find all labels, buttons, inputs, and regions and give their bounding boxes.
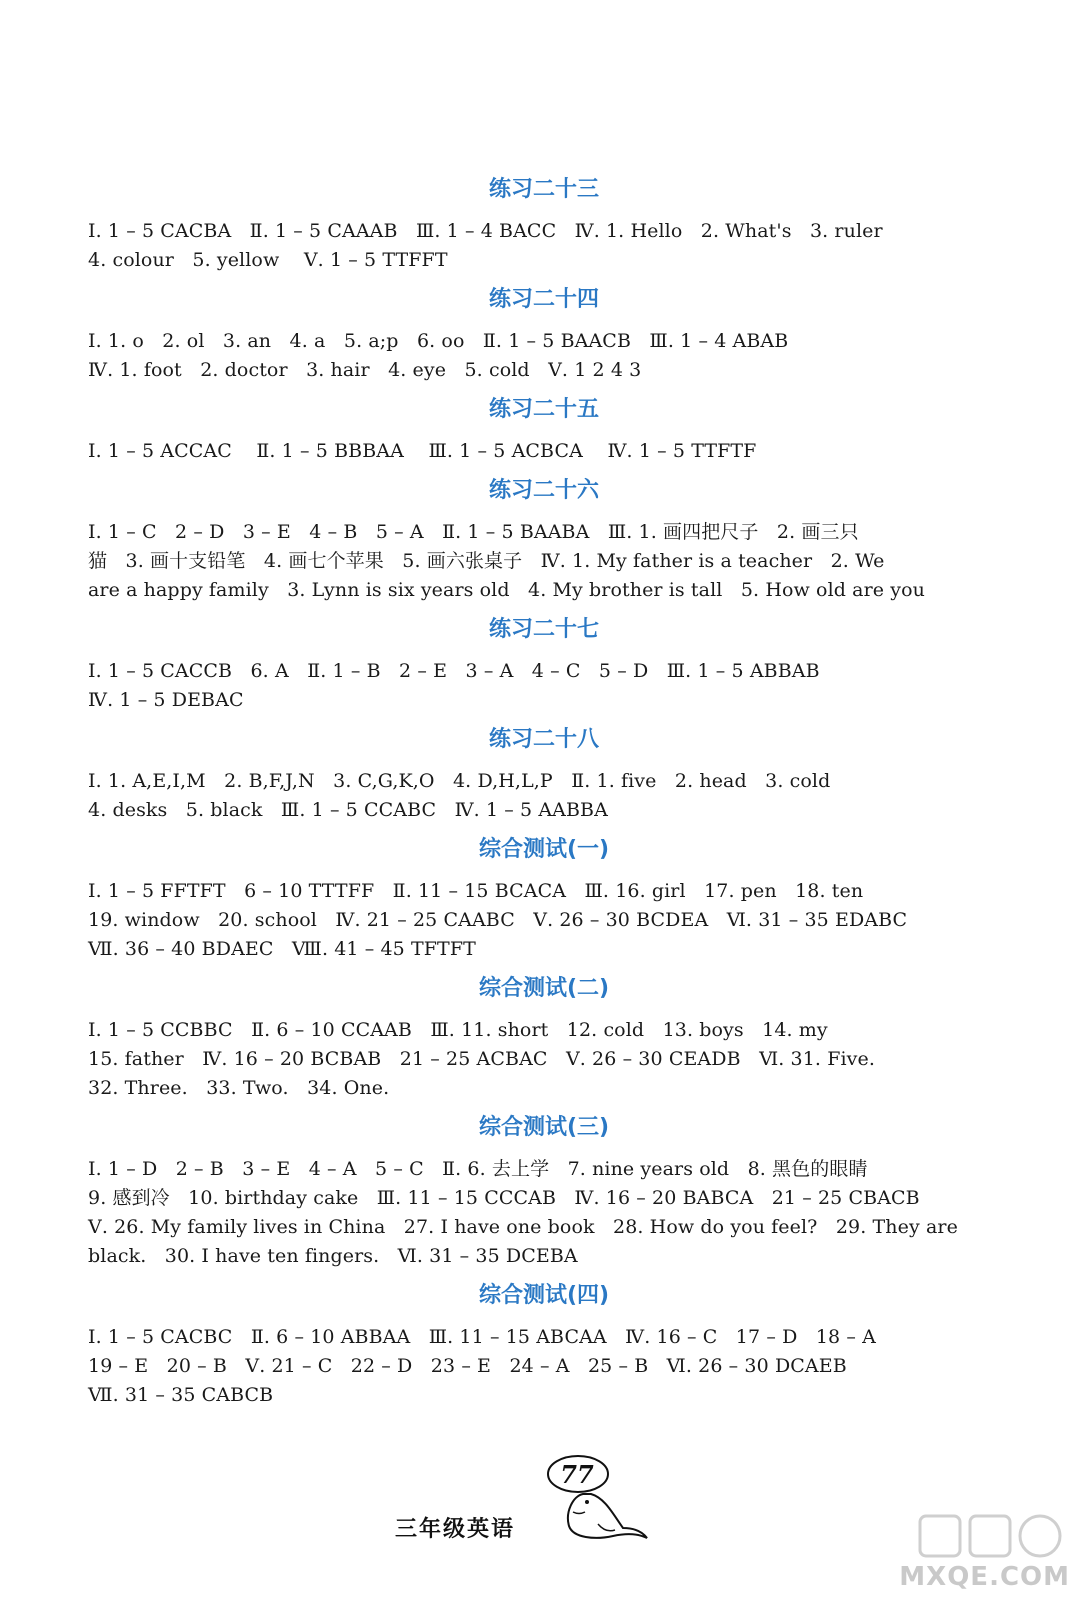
answer-line: 19 – E 20 – B Ⅴ. 21 – C 22 – D 23 – E 24 – A 25 – B Ⅵ. 26 – 30 DCAEB [88,1355,847,1377]
answer-line: are a happy family 3. Lynn is six years old 4. My brother is tall 5. How old are you [88,579,925,601]
section-exercise-25 [88,393,1000,466]
section-test-4 [88,1279,1000,1410]
section-exercise-24 [88,283,1000,385]
section-heading: 综合测试(一) [478,837,610,862]
watermark-logo-icon [880,1512,1070,1562]
answer-line: Ⅰ. 1 – C 2 – D 3 – E 4 – B 5 – A Ⅱ. 1 – 5 BAABA Ⅲ. 1. 画四把尺子 2. 画三只 [88,521,859,543]
section-exercise-27 [88,613,1000,715]
answer-line: black. 30. I have ten fingers. Ⅵ. 31 – 35 DCEBA [88,1245,578,1267]
page-footer [395,1462,675,1542]
section-heading: 综合测试(二) [478,976,610,1001]
section-heading: 练习二十八 [488,727,599,752]
answer-line: Ⅶ. 31 – 35 CABCB [88,1384,274,1406]
book-title: 三年级英语 [395,1517,516,1542]
answer-line: Ⅰ. 1 – D 2 – B 3 – E 4 – A 5 – C Ⅱ. 6. 去上学 7. nine years old 8. 黑色的眼睛 [88,1158,868,1180]
section-heading: 综合测试(四) [478,1283,610,1308]
answer-line: Ⅰ. 1. A,E,I,M 2. B,F,J,N 3. C,G,K,O 4. D,H,L,P Ⅱ. 1. five 2. head 3. cold [88,770,831,792]
answer-line: 19. window 20. school Ⅳ. 21 – 25 CAABC Ⅴ. 26 – 30 BCDEA Ⅵ. 31 – 35 EDABC [88,909,908,931]
answer-line: Ⅳ. 1. foot 2. doctor 3. hair 4. eye 5. cold Ⅴ. 1 2 4 3 [88,359,642,381]
answer-line: 4. desks 5. black Ⅲ. 1 – 5 CCABC Ⅳ. 1 – 5 AABBA [88,799,608,821]
section-test-2 [88,972,1000,1103]
answer-line: 32. Three. 33. Two. 34. One. [88,1077,390,1099]
answer-line: Ⅶ. 36 – 40 BDAEC Ⅷ. 41 – 45 TFTFT [88,938,476,960]
site-watermark [880,1512,1070,1592]
answer-line: Ⅰ. 1 – 5 CACBC Ⅱ. 6 – 10 ABBAA Ⅲ. 11 – 15 ABCAA Ⅳ. 16 – C 17 – D 18 – A [88,1326,876,1348]
answer-line: 猫 3. 画十支铅笔 4. 画七个苹果 5. 画六张桌子 Ⅳ. 1. My father is a teacher 2. We [88,550,885,572]
section-heading: 练习二十七 [488,617,599,642]
section-test-3 [88,1111,1000,1271]
answer-line: 9. 感到冷 10. birthday cake Ⅲ. 11 – 15 CCCAB Ⅳ. 16 – 20 BABCA 21 – 25 CBACB [88,1187,920,1209]
answer-line: Ⅰ. 1 – 5 CACCB 6. A Ⅱ. 1 – B 2 – E 3 – A 4 – C 5 – D Ⅲ. 1 – 5 ABBAB [88,660,820,682]
answer-key-content [88,165,1000,1410]
answer-line: Ⅴ. 26. My family lives in China 27. I have one book 28. How do you feel? 29. They are [88,1216,958,1238]
section-exercise-26 [88,474,1000,605]
answer-line: Ⅰ. 1 – 5 CCBBC Ⅱ. 6 – 10 CCAAB Ⅲ. 11. short 12. cold 13. boys 14. my [88,1019,828,1041]
section-exercise-23 [88,173,1000,275]
answer-line: Ⅰ. 1. o 2. ol 3. an 4. a 5. a;p 6. oo Ⅱ. 1 – 5 BAACB Ⅲ. 1 – 4 ABAB [88,330,789,352]
section-heading: 综合测试(三) [478,1115,610,1140]
section-heading: 练习二十五 [488,397,599,422]
watermark-text: MXQE.COM [899,1562,1070,1592]
section-heading: 练习二十三 [488,177,599,202]
section-exercise-28 [88,723,1000,825]
answer-line: Ⅰ. 1 – 5 ACCAC Ⅱ. 1 – 5 BBBAA Ⅲ. 1 – 5 ACBCA Ⅳ. 1 – 5 TTFTF [88,440,757,462]
page-number: 77 [560,1460,594,1489]
answer-line: Ⅳ. 1 – 5 DEBAC [88,689,244,711]
section-test-1 [88,833,1000,964]
answer-line: Ⅰ. 1 – 5 FFTFT 6 – 10 TTTFF Ⅱ. 11 – 15 BCACA Ⅲ. 16. girl 17. pen 18. ten [88,880,864,902]
section-heading: 练习二十六 [488,478,599,503]
section-heading: 练习二十四 [488,287,599,312]
answer-line: Ⅰ. 1 – 5 CACBA Ⅱ. 1 – 5 CAAAB Ⅲ. 1 – 4 BACC Ⅳ. 1. Hello 2. What's 3. ruler [88,220,883,242]
answer-line: 15. father Ⅳ. 16 – 20 BCBAB 21 – 25 ACBAC Ⅴ. 26 – 30 CEADB Ⅵ. 31. Five. [88,1048,875,1070]
answer-line: 4. colour 5. yellow Ⅴ. 1 – 5 TTFFT [88,249,448,271]
